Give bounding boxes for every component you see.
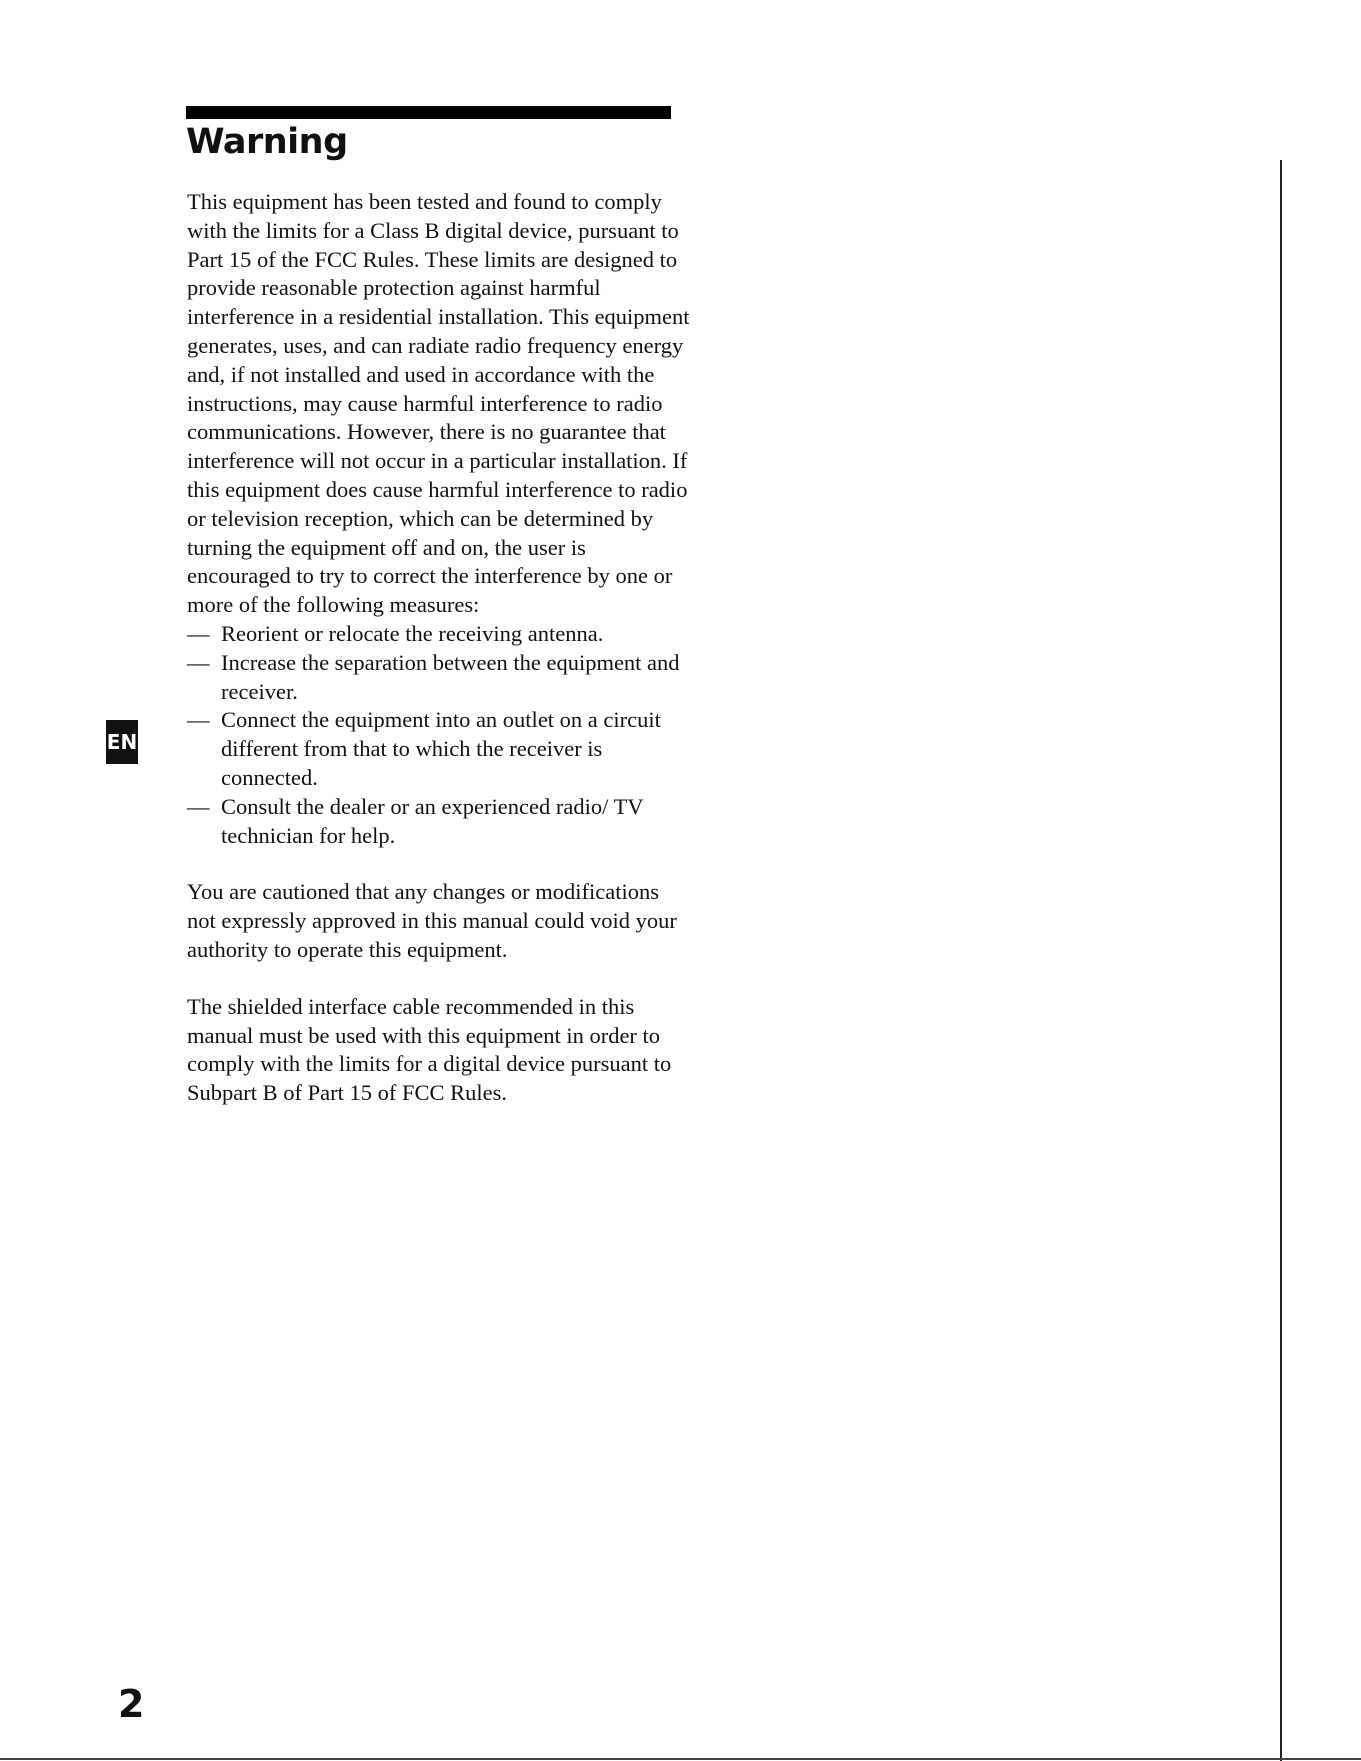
warning-body — [187, 188, 692, 1108]
measures-list — [187, 620, 692, 850]
heading-rule — [186, 106, 671, 119]
scan-bottom-line — [0, 1758, 1361, 1760]
measure-item: — Reorient or relocate the receiving antenna. — [187, 620, 692, 649]
measure-item: — Increase the separation between the equipment and receiver. — [187, 649, 692, 707]
modifications-caution-paragraph: You are cautioned that any changes or modifications not expressly approved in this manual could void your authority to operate this equipment. — [187, 879, 677, 962]
shielded-cable-paragraph: The shielded interface cable recommended in this manual must be used with this equipment in order to comply with the limits for a digital device pursuant to Subpart B of Part 15 of FCC Rules. — [187, 993, 672, 1106]
measure-item: — Consult the dealer or an experienced radio/ TV technician for help. — [187, 793, 692, 851]
page-number: 2 — [118, 1682, 145, 1726]
fcc-compliance-paragraph: This equipment has been tested and found to comply with the limits for a Class B digital device, pursuant to Part 15 of the FCC Rules. These limits are designed to provide reasonable protection against harmful interference in a residential installation. This equipment generates, uses, and can radiate radio frequency energy and, if not installed and used in accordance with the instructions, may cause harmful interference to radio communications. However, there is no guarantee that interference will not occur in a particular installation. If this equipment does cause harmful interference to radio or television reception, which can be determined by turning the equipment off and on, the user is encouraged to try to correct the interference by one or more of the following measures: — [187, 189, 690, 618]
language-tab: EN — [106, 720, 138, 764]
page-title: Warning — [186, 122, 348, 162]
measure-item: — Connect the equipment into an outlet on a circuit different from that to which the receiver is connected. — [187, 706, 692, 792]
scan-edge-line — [1280, 160, 1282, 1761]
